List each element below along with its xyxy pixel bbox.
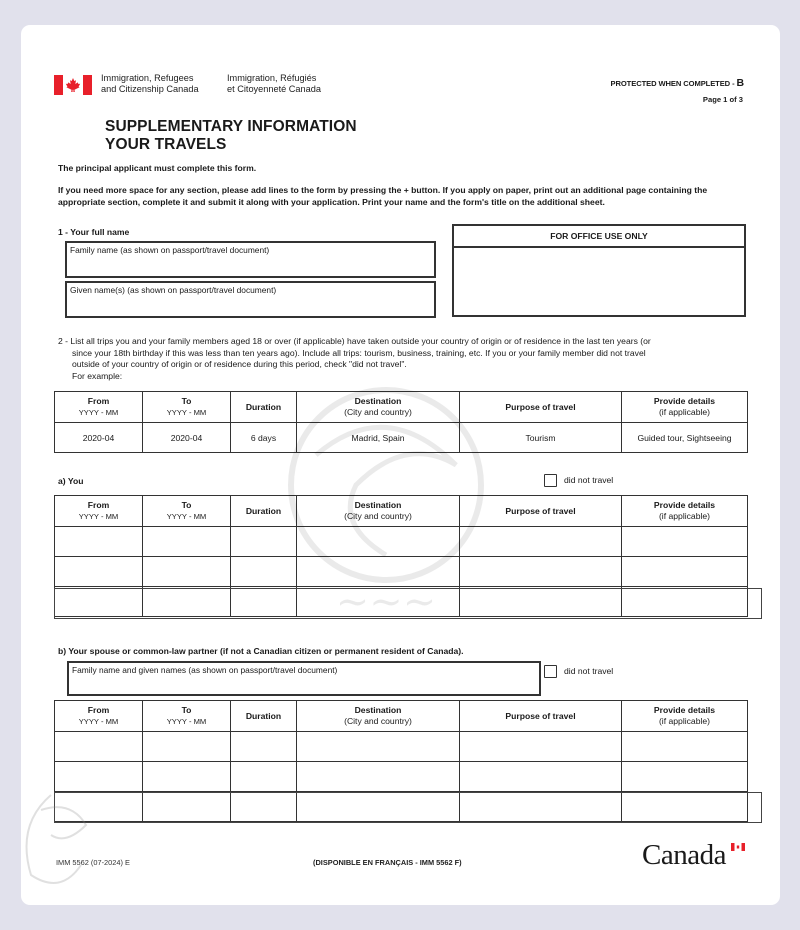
destination-input[interactable] [297, 762, 460, 792]
principal-instruction: The principal applicant must complete this form. [58, 163, 257, 173]
to-input[interactable] [143, 527, 231, 557]
title-line2: YOUR TRAVELS [105, 136, 227, 153]
form-code: IMM 5562 (07-2024) E [56, 858, 130, 867]
duration-input[interactable] [231, 762, 297, 792]
details-input[interactable] [622, 762, 748, 792]
french-version-note: (DISPONIBLE EN FRANÇAIS - IMM 5562 F) [313, 858, 462, 867]
col-destination: Destination (City and country) [297, 496, 460, 527]
protected-level: B [736, 77, 744, 89]
department-fr-line1: Immigration, Réfugiés [227, 73, 317, 83]
given-name-field[interactable] [65, 281, 436, 318]
office-use-box [452, 224, 746, 317]
table-header-row [55, 701, 748, 732]
section2-line2: since your 18th birthday if this was less than ten years ago). Include all trips: tourism, business, training, etc. If you or your family member did not travel [72, 347, 646, 358]
from-input[interactable] [55, 557, 143, 587]
duration-input[interactable] [231, 732, 297, 762]
add-row-outline [54, 792, 762, 823]
col-destination: Destination (City and country) [297, 701, 460, 732]
spouse-name-label: Family name and given names (as shown on passport/travel document) [72, 665, 338, 675]
col-purpose: Purpose of travel [460, 392, 622, 423]
col-details: Provide details (if applicable) [622, 701, 748, 732]
section2-line1: 2 - List all trips you and your family members aged 18 or over (if applicable) have taken outside your country of origin or of residence in the last ten years (or [58, 336, 651, 346]
given-name-label: Given name(s) (as shown on passport/travel document) [70, 285, 277, 295]
example-from: 2020-04 [55, 423, 143, 453]
from-input[interactable] [55, 527, 143, 557]
example-details: Guided tour, Sightseeing [622, 423, 748, 453]
col-purpose: Purpose of travel [460, 701, 622, 732]
destination-input[interactable] [297, 732, 460, 762]
section1-label: 1 - Your full name [58, 227, 130, 237]
family-name-label: Family name (as shown on passport/travel document) [70, 245, 270, 255]
section-b-label: b) Your spouse or common-law partner (if not a Canadian citizen or permanent resident of Canada). [58, 646, 464, 656]
svg-text:~~~: ~~~ [335, 579, 437, 625]
protected-label [611, 77, 744, 89]
example-purpose: Tourism [460, 423, 622, 453]
col-to: To YYYY - MM [143, 496, 231, 527]
col-from: From YYYY - MM [55, 496, 143, 527]
spouse-did-not-travel-label: did not travel [564, 666, 614, 676]
details-input[interactable] [622, 732, 748, 762]
wordmark-flag-icon [731, 843, 745, 851]
department-name-en [101, 73, 199, 95]
to-input[interactable] [143, 732, 231, 762]
col-duration: Duration [231, 496, 297, 527]
col-duration: Duration [231, 392, 297, 423]
family-name-field[interactable] [65, 241, 436, 278]
watermark-logo-icon [236, 375, 536, 635]
example-to: 2020-04 [143, 423, 231, 453]
col-details: Provide details (if applicable) [622, 392, 748, 423]
canada-flag-icon [54, 75, 92, 95]
details-input[interactable] [622, 557, 748, 587]
protected-text: PROTECTED WHEN COMPLETED - [610, 79, 737, 88]
page-indicator: Page 1 of 3 [702, 95, 743, 104]
from-input[interactable] [55, 732, 143, 762]
details-input[interactable] [622, 527, 748, 557]
section-a-label: a) You [58, 476, 84, 486]
department-fr-line2: et Citoyenneté Canada [227, 84, 321, 94]
col-from: From YYYY - MM [55, 701, 143, 732]
watermark-corner-icon [21, 785, 101, 905]
spouse-did-not-travel-checkbox[interactable] [544, 665, 557, 678]
more-space-instruction: If you need more space for any section, please add lines to the form by pressing the + button. If you apply on paper, print out an additional page containing the appropriate section, complete it and submit it along with your application. Print your name and the form's title on the additional sheet. [58, 185, 708, 207]
purpose-input[interactable] [460, 762, 622, 792]
col-to: To YYYY - MM [143, 701, 231, 732]
col-to: To YYYY - MM [143, 392, 231, 423]
page-title [105, 118, 357, 154]
department-en-line1: Immigration, Refugees [101, 73, 194, 83]
table-row [55, 732, 748, 762]
title-line1: SUPPLEMENTARY INFORMATION [105, 118, 357, 135]
you-did-not-travel-checkbox[interactable] [544, 474, 557, 487]
canada-wordmark: Canada [642, 839, 726, 871]
col-details: Provide details (if applicable) [622, 496, 748, 527]
col-purpose: Purpose of travel [460, 496, 622, 527]
purpose-input[interactable] [460, 732, 622, 762]
col-from: From YYYY - MM [55, 392, 143, 423]
office-use-title: FOR OFFICE USE ONLY [454, 226, 744, 248]
example-destination: Madrid, Spain [297, 423, 460, 453]
to-input[interactable] [143, 557, 231, 587]
col-destination: Destination (City and country) [297, 392, 460, 423]
section2-line4: For example: [72, 370, 123, 381]
table-row [55, 762, 748, 792]
department-en-line2: and Citizenship Canada [101, 84, 199, 94]
you-did-not-travel-label: did not travel [564, 475, 614, 485]
to-input[interactable] [143, 762, 231, 792]
department-name-fr [227, 73, 321, 95]
example-duration: 6 days [231, 423, 297, 453]
section2-line3: outside of your country of origin or of residence during this period, check "did not travel". [72, 359, 407, 369]
col-duration: Duration [231, 701, 297, 732]
form-page [21, 25, 780, 905]
spouse-name-field[interactable] [67, 661, 541, 696]
